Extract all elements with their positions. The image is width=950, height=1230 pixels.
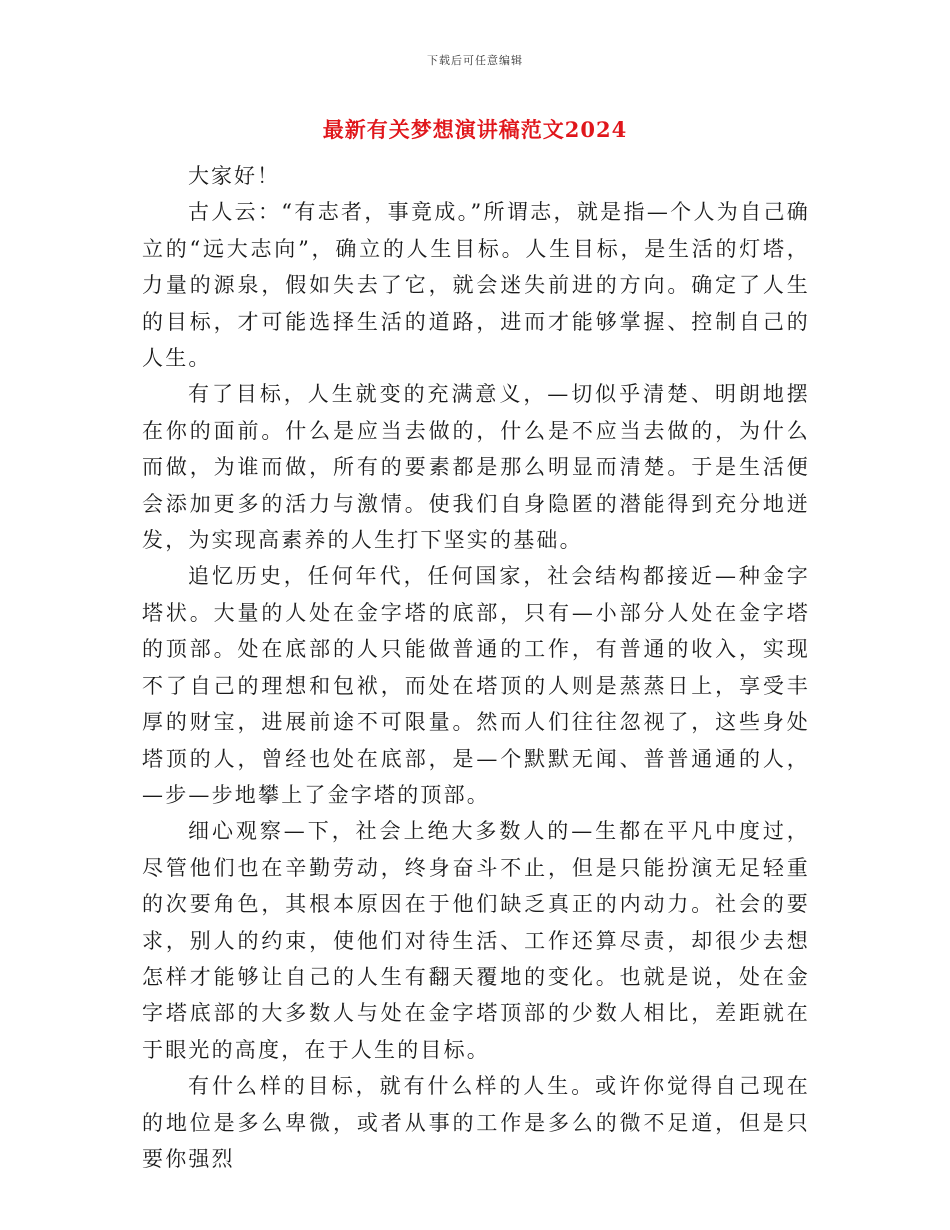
document-title: 最新有关梦想演讲稿范文2024 xyxy=(322,117,628,142)
paragraph-4: 细心观察—下，社会上绝大多数人的—生都在平凡中度过，尽管他们也在辛勤劳动，终身奋斗不止，但是只能扮演无足轻重的次要角色，其根本原因在于他们缺乏真正的内动力。社会的要求，别人的约束，使他们对待生活、工作还算尽责，却很少去想怎样才能够让自己的人生有翻天覆地的变化。也就是说，处在金字塔底部的大多数人与处在金字塔顶部的少数人相比，差距就在于眼光的高度，在于人生的目标。 xyxy=(142,819,810,1062)
document-body xyxy=(142,158,810,1177)
paragraph-2: 有了目标，人生就变的充满意义，—切似乎清楚、明朗地摆在你的面前。什么是应当去做的，什么是不应当去做的，为什么而做，为谁而做，所有的要素都是那么明显而清楚。于是生活便会添加更多的活力与激情。使我们自身隐匿的潜能得到充分地迸发，为实现高素养的人生打下坚实的基础。 xyxy=(142,382,810,553)
page-header-note: 下载后可任意编辑 xyxy=(427,54,523,67)
paragraph-1: 古人云：“有志者，事竟成。”所谓志，就是指—个人为自己确立的“远大志向”，确立的人生目标。人生目标，是生活的灯塔，力量的源泉，假如失去了它，就会迷失前进的方向。确定了人生的目标，才可能选择生活的道路，进而才能够掌握、控制自己的人生。 xyxy=(142,200,810,371)
paragraph-greeting: 大家好！ xyxy=(188,164,280,188)
paragraph-3: 追忆历史，任何年代，任何国家，社会结构都接近—种金字塔状。大量的人处在金字塔的底部，只有—小部分人处在金字塔的顶部。处在底部的人只能做普通的工作，有普通的收入，实现不了自己的理想和包袱，而处在塔顶的人则是蒸蒸日上，享受丰厚的财宝，进展前途不可限量。然而人们往往忽视了，这些身处塔顶的人，曾经也处在底部，是—个默默无闻、普普通通的人，—步—步地攀上了金字塔的顶部。 xyxy=(142,564,810,807)
paragraph-5: 有什么样的目标，就有什么样的人生。或许你觉得自己现在的地位是多么卑微，或者从事的工作是多么的微不足道，但是只要你强烈 xyxy=(142,1074,810,1171)
